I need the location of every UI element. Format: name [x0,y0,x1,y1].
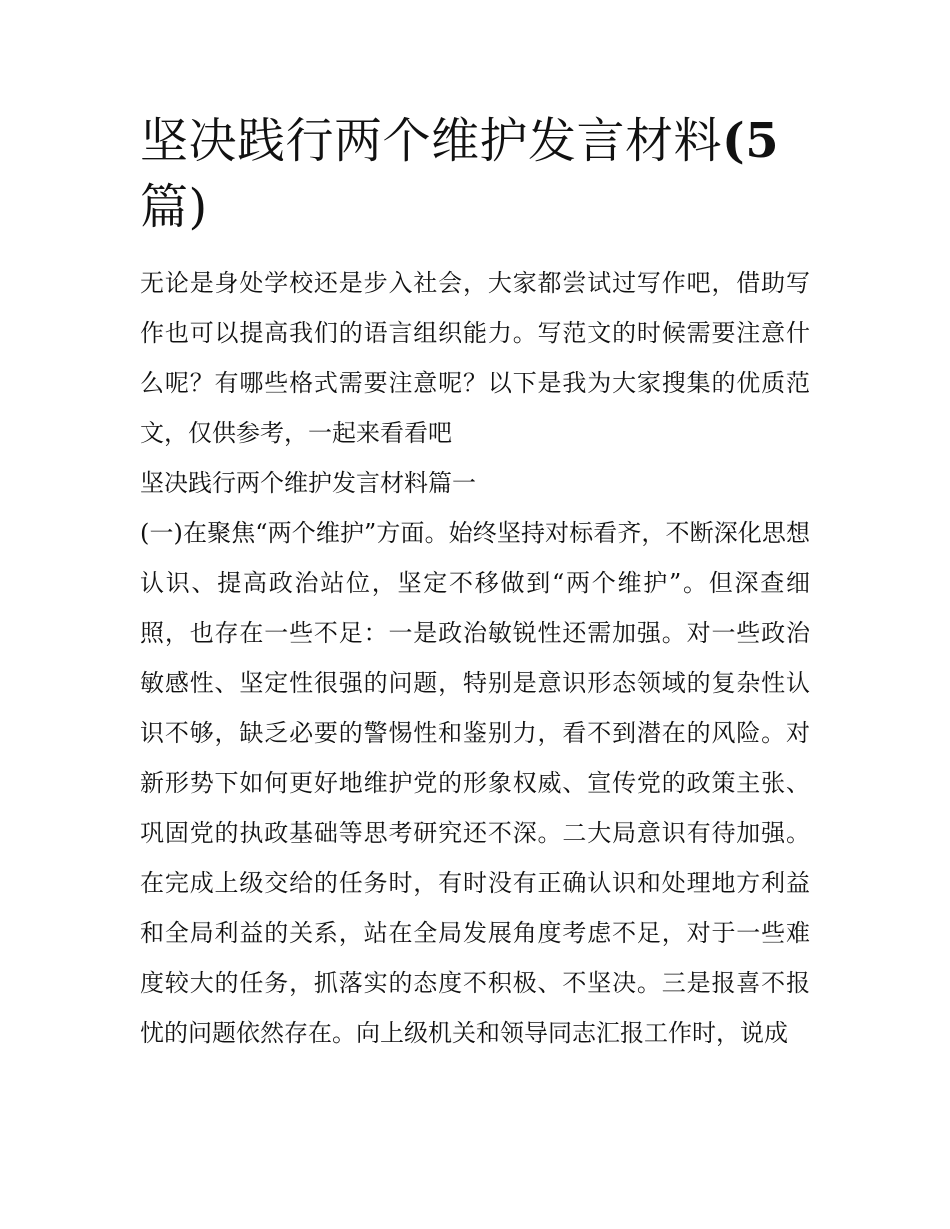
title-main: 坚决践行两个维护发言材料 [140,113,723,169]
body-paragraph: (一)在聚焦“两个维护”方面。始终坚持对标看齐，不断深化思想认识、提高政治站位，坚定不移做到“两个维护”。但深查细照，也存在一些不足：一是政治敏锐性还需加强。对一些政治敏感性、坚定性很强的问题，特别是意识形态领域的复杂性认识不够，缺乏必要的警惕性和鉴别力，看不到潜在的风险。对新形势下如何更好地维护党的形象权威、宣传党的政策主张、巩固党的执政基础等思考研究还不深。二大局意识有待加强。在完成上级交给的任务时，有时没有正确认识和处理地方利益和全局利益的关系，站在全局发展角度考虑不足，对于一些难度较大的任务，抓落实的态度不积极、不坚决。三是报喜不报忧的问题依然存在。向上级机关和领导同志汇报工作时，说成 [140,519,810,1047]
section-heading: 坚决践行两个维护发言材料篇一 [140,469,476,497]
title-end: 篇) [140,179,208,235]
document-title [140,108,810,240]
intro-paragraph: 无论是身处学校还是步入社会，大家都尝试过写作吧，借助写作也可以提高我们的语言组织能力。写范文的时候需要注意什么呢？有哪些格式需要注意呢？以下是我为大家搜集的优质范文，仅供参考，一起来看看吧 [140,269,810,447]
title-suffix: (5 [722,113,780,169]
